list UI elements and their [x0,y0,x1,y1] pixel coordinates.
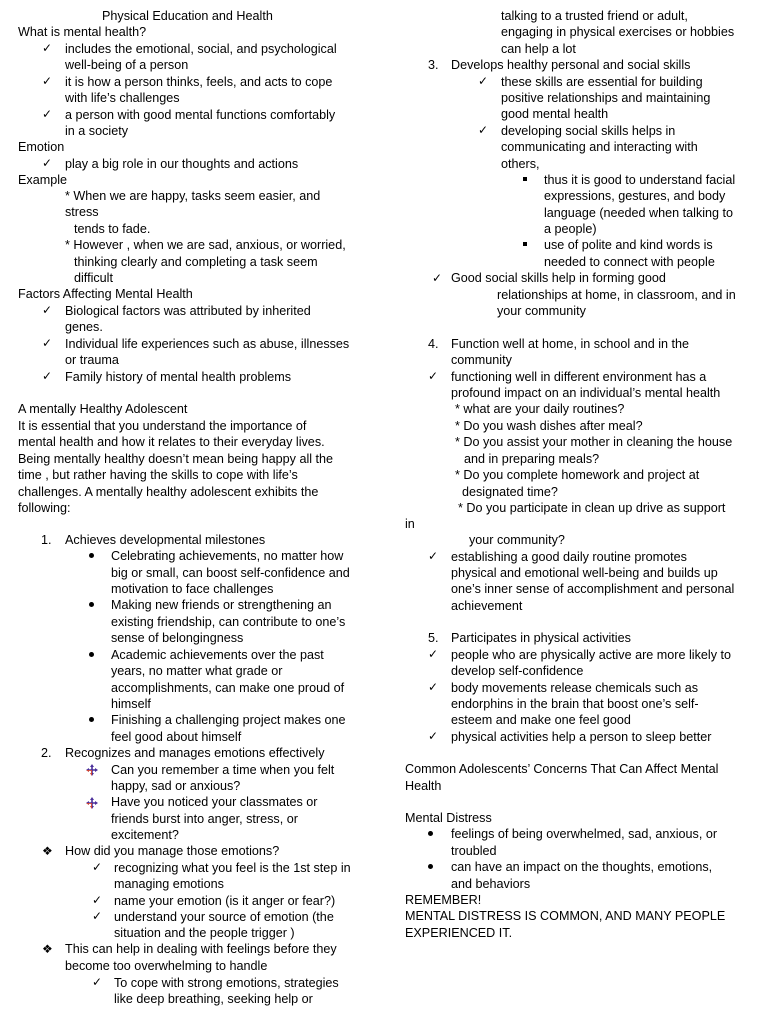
check-icon: ✓ [42,336,53,350]
list-number: 4. [428,337,439,351]
diamond-bullet-icon: ❖ [42,844,53,858]
bullet-text: motivation to face challenges [111,582,274,596]
list-item-text: includes the emotional, social, and psychological [65,42,337,56]
bullet-text: existing friendship, can contribute to one’s [111,615,346,629]
list-number: 2. [41,746,52,760]
numbered-item-title: Develops healthy personal and social skills [451,58,691,72]
heading-mental-distress: Mental Distress [405,811,492,825]
bullet-text: sense of belongingness [111,631,244,645]
question-text: Have you noticed your classmates or [111,795,318,809]
heading-concerns: Health [405,779,442,793]
question-text: friends burst into anger, stress, or [111,812,298,826]
list-number: 1. [41,533,52,547]
paragraph-line: following: [18,501,71,515]
check-icon: ✓ [428,680,439,694]
list-item-text: situation and the people trigger ) [114,926,295,940]
check-icon: ✓ [428,729,439,743]
example-line: tends to fade. [74,222,151,236]
list-item-text: genes. [65,320,103,334]
arrow-cross-icon [86,797,98,809]
question-text: happy, sad or anxious? [111,779,241,793]
paragraph-line: challenges. A mentally healthy adolescent exhibits the [18,485,319,499]
list-item-text: endorphins in the brain that boost one’s self- [451,697,699,711]
bullet-text: feelings of being overwhelmed, sad, anxious, or [451,827,718,841]
list-item-text: Family history of mental health problems [65,370,292,384]
square-item-text: needed to connect with people [544,255,715,269]
question-line: in [405,517,415,531]
list-number: 5. [428,631,439,645]
heading-emotion: Emotion [18,140,65,154]
numbered-item-title: Achieves developmental milestones [65,533,266,547]
question-line: * Do you wash dishes after meal? [455,419,643,433]
square-bullet-icon [523,177,527,181]
question-line: * Do you assist your mother in cleaning the house [455,435,733,449]
bullet-icon [89,602,94,607]
question-text: Can you remember a time when you felt [111,763,335,777]
numbered-item-title: Participates in physical activities [451,631,631,645]
bullet-icon [428,864,433,869]
diamond-item-text: become too overwhelming to handle [65,959,268,973]
check-icon: ✓ [92,893,103,907]
check-icon: ✓ [42,369,53,383]
example-line: difficult [74,271,113,285]
question-line: designated time? [462,485,558,499]
list-item-text: establishing a good daily routine promotes [451,550,687,564]
continued-line: can help a lot [501,42,576,56]
heading-healthy-adolescent: A mentally Healthy Adolescent [18,402,188,416]
bullet-text: troubled [451,844,497,858]
bullet-text: and behaviors [451,877,531,891]
list-item-text: physical activities help a person to sleep better [451,730,712,744]
list-item-text: these skills are essential for building [501,75,703,89]
list-item-text: good mental health [501,107,609,121]
list-item-text: To cope with strong emotions, strategies [114,976,339,990]
bullet-icon [89,717,94,722]
bullet-text: feel good about himself [111,730,242,744]
list-item-text: understand your source of emotion (the [114,910,334,924]
check-icon: ✓ [92,860,103,874]
question-line: your community? [469,533,565,547]
diamond-bullet-icon: ❖ [42,942,53,956]
bullet-text: himself [111,697,151,711]
diamond-item-text: This can help in dealing with feelings before they [65,942,337,956]
list-item-text: profound impact on an individual’s mental health [451,386,721,400]
question-line: * Do you participate in clean up drive as support [458,501,726,515]
check-icon: ✓ [92,909,103,923]
example-line: stress [65,205,99,219]
document-title: Physical Education and Health [102,9,273,23]
list-item-text: develop self-confidence [451,664,584,678]
list-item-text: developing social skills helps in [501,124,676,138]
bullet-text: big or small, can boost self-confidence and [111,566,350,580]
remember-line: MENTAL DISTRESS IS COMMON, AND MANY PEOPLE [405,909,726,923]
list-item-text: with life’s challenges [65,91,180,105]
heading-factors: Factors Affecting Mental Health [18,287,193,301]
list-item-text: positive relationships and maintaining [501,91,711,105]
list-number: 3. [428,58,439,72]
question-line: and in preparing meals? [464,452,600,466]
check-icon: ✓ [42,41,53,55]
list-item-text: others, [501,157,540,171]
list-item-text: one’s inner sense of accomplishment and personal [451,582,735,596]
check-icon: ✓ [428,647,439,661]
square-item-text: a people) [544,222,597,236]
square-bullet-icon [523,242,527,246]
heading-what-is-mental-health: What is mental health? [18,25,147,39]
square-item-text: language (needed when talking to [544,206,734,220]
square-item-text: use of polite and kind words is [544,238,713,252]
bullet-text: accomplishments, can make one proud of [111,681,345,695]
list-item-text: Individual life experiences such as abuse, illnesses [65,337,350,351]
list-item-text: esteem and make one feel good [451,713,631,727]
list-item-text: Biological factors was attributed by inherited [65,304,311,318]
question-line: * Do you complete homework and project at [455,468,700,482]
list-item-text: a person with good mental functions comfortably [65,108,336,122]
check-icon: ✓ [432,271,443,285]
numbered-item-title: community [451,353,512,367]
list-item-text: physical and emotional well-being and builds up [451,566,718,580]
question-text: excitement? [111,828,179,842]
check-icon: ✓ [428,369,439,383]
list-item-text: in a society [65,124,128,138]
heading-example: Example [18,173,67,187]
bullet-icon [89,553,94,558]
example-line: thinking clearly and completing a task seem [74,255,318,269]
arrow-cross-icon [86,764,98,776]
remember-line: EXPERIENCED IT. [405,926,513,940]
bullet-icon [89,652,94,657]
continued-line: talking to a trusted friend or adult, [501,9,688,23]
check-icon: ✓ [42,107,53,121]
list-item-text: or trauma [65,353,119,367]
diamond-item-text: How did you manage those emotions? [65,844,280,858]
list-item-text: achievement [451,599,523,613]
list-item-text: it is how a person thinks, feels, and acts to cope [65,75,333,89]
bullet-text: Making new friends or strengthening an [111,598,332,612]
paragraph-line: Being mentally healthy doesn’t mean being happy all the [18,452,334,466]
bullet-text: Academic achievements over the past [111,648,324,662]
list-item-text: managing emotions [114,877,224,891]
paragraph-line: mental health and how it relates to their everyday lives. [18,435,325,449]
numbered-item-title: Recognizes and manages emotions effectively [65,746,325,760]
summary-text: your community [497,304,586,318]
list-item-text: communicating and interacting with [501,140,698,154]
square-item-text: expressions, gestures, and body [544,189,726,203]
paragraph-line: It is essential that you understand the importance of [18,419,307,433]
example-line: * When we are happy, tasks seem easier, and [65,189,321,203]
check-icon: ✓ [42,156,53,170]
bullet-text: years, no matter what grade or [111,664,283,678]
check-icon: ✓ [428,549,439,563]
bullet-text: Celebrating achievements, no matter how [111,549,344,563]
summary-text: Good social skills help in forming good [451,271,666,285]
continued-line: engaging in physical exercises or hobbies [501,25,735,39]
list-item-text: name your emotion (is it anger or fear?) [114,894,336,908]
bullet-text: Finishing a challenging project makes one [111,713,346,727]
check-icon: ✓ [92,975,103,989]
paragraph-line: time , but rather having the skills to cope with life’s [18,468,298,482]
summary-text: relationships at home, in classroom, and in [497,288,736,302]
list-item-text: body movements release chemicals such as [451,681,699,695]
list-item-text: play a big role in our thoughts and actions [65,157,299,171]
example-line: * However , when we are sad, anxious, or worried, [65,238,346,252]
check-icon: ✓ [42,74,53,88]
remember-line: REMEMBER! [405,893,482,907]
check-icon: ✓ [478,74,489,88]
bullet-text: can have an impact on the thoughts, emotions, [451,860,713,874]
bullet-icon [428,831,433,836]
list-item-text: like deep breathing, seeking help or [114,992,313,1006]
list-item-text: people who are physically active are more likely to [451,648,731,662]
check-icon: ✓ [42,303,53,317]
list-item-text: functioning well in different environment has a [451,370,707,384]
heading-concerns: Common Adolescents’ Concerns That Can Affect Mental [405,762,719,776]
question-line: * what are your daily routines? [455,402,625,416]
numbered-item-title: Function well at home, in school and in the [451,337,690,351]
list-item-text: well-being of a person [65,58,189,72]
square-item-text: thus it is good to understand facial [544,173,736,187]
list-item-text: recognizing what you feel is the 1st step in [114,861,351,875]
check-icon: ✓ [478,123,489,137]
